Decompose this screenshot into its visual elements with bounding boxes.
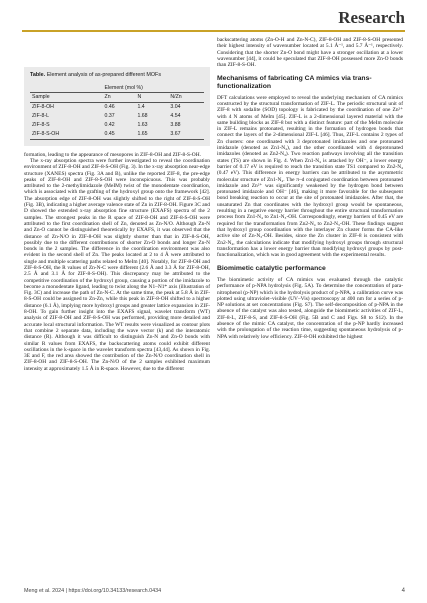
- table-caption: [30, 72, 204, 78]
- table-grid: [30, 83, 204, 139]
- table-cell: 1.4: [137, 104, 145, 111]
- table-cell: ZIF-8-L: [32, 113, 50, 120]
- table-cell: 0.45: [103, 130, 136, 139]
- table-group-spacer: [30, 83, 103, 92]
- table-cell: 1.65: [135, 130, 168, 139]
- table-col-zn: Zn: [103, 93, 136, 103]
- body-paragraph: backscattering atoms (Zn-O-H and Zn-N-C), ZIF-8-OH and ZIF-8-S-OH presented their highest intensity of wavenumber located at 5.1 Å⁻¹, and 5.7 Å⁻¹, respectively. Considering that the shorter Zn-O bond might have a stronger oscillation at a lower wavenumber [44], it could be speculated that ZIF-8-OH possessed more Zn-O bonds than ZIF-8-S-OH.: [217, 37, 403, 69]
- body-paragraph: The biomimetic activity of CA mimics was evaluated through the catalytic performance of p-NPA hydrolysis (Fig. 5A). To determine the concentration of para-nitrophenol (p-NP) which is the hydrolysis product of p-NPA, a calibration curve was plotted using ultraviolet–visible (UV–Vis) spectroscopy at 400 nm for a series of p-NP solutions at set concentrations (Fig. S7). The self-decomposition of p-NPA in the absence of the catalyst was also tested, alongside the biomimetic activities of ZIF-L, ZIF-8-L, ZIF-8-S, and ZIF-8-S-OH (Fig. 5B and C and Figs. S8 to S12). In the absence of the mimic CA catalyst, the concentration of the p-NP hardly increased with the prolongation of the reaction time, suggesting spontaneous hydrolysis of p-NPA with relatively low efficiency. ZIF-8-OH exhibited the highest: [217, 276, 403, 340]
- table-row: [30, 130, 204, 139]
- table-row: [30, 103, 204, 112]
- right-column: [217, 37, 403, 340]
- table-cell: 0.37: [104, 113, 115, 120]
- table-cell: 1.68: [137, 113, 148, 120]
- table-cell: 4.54: [170, 113, 181, 120]
- section-heading: Mechanisms of fabricating CA mimics via trans-functionalization: [217, 75, 372, 91]
- table-col-sample: Sample: [30, 93, 103, 103]
- table-cell: ZIF-8-OH: [32, 104, 54, 111]
- table-group-header-row: [30, 83, 204, 92]
- table-cell: ZIF-8-S-OH: [30, 130, 103, 139]
- journal-title: Research: [338, 8, 405, 27]
- body-paragraph: formation, leading to the appearance of mesopores in ZIF-8-OH and ZIF-8-S-OH.: [24, 151, 201, 158]
- table-row: [30, 112, 204, 121]
- table-cell: 3.04: [170, 104, 181, 111]
- table-row: [30, 121, 204, 130]
- body-paragraph: DFT calculations were employed to reveal the underlying mechanism of CA mimics constructed by the structural transformation of ZIF-L. The periodic structural unit of ZIF-8 with sodalite (SOD) topology is fabricated by the coordination of one Zn²⁺ with 4 N atoms of MeIm [45]. ZIF-L is a 2-dimensional layered material with the same building blocks as ZIF-8 but with a distinct feature: part of the MeIm molecule in ZIF-L remains protonated, resulting in the formation of hydrogen bonds that connect the layers of the 2-dimensional ZIF-L [46]. Thus, ZIF-L contains 2 types of Zn clusters: one coordinated with 3 deprotonated imidazoles and one protonated imidazole (denoted as Zn1-N₄), and the other coordinated with 4 deprotonated imidazoles (denoted as Zn2-N₄). Two reaction pathways involving all the transition states (TS) are shown in Fig. 4. When Zn1-N₄ is attacked by OH⁻, a lower energy barrier of 0.17 eV is required to reach the transition state TS1 compared to Zn2-N₄ (0.47 eV). This difference in energy barriers can be attributed to the asymmetric molecular structure of Zn1-N₄. The π–d conjugated coordination between protonated imidazole and Zn²⁺ was significantly weakened by the hydrogen bond between protonated imidazole and OH⁻ [46], making it more favorable for the subsequent bond breaking reaction to occur at the site of protonated imidazoles. After that, the unsaturated Zn that coordinates with the hydroxyl group would be spontaneous, resulting in a negative energy barrier throughout the entire structural transformation process from Zn1-N₄ to Zn1-N₃-OH. Correspondingly, energy barriers of 0.45 eV are required for the transformation from Zn2-N₄ to Zn2-N₃-OH. These findings suggest that hydroxyl group coordination with the interlayer Zn cluster forms the CA-like active site of Zn-N₃-OH. Besides, since the Zn cluster in ZIF-8 is consistent with Zn2-N₄, the calculations indicate that modifying hydroxyl groups through structural transformation has a lower energy barrier than modifying hydroxyl groups by post-functionalization, which was in good agreement with the experimental results.: [217, 94, 403, 259]
- footer-citation: Meng et al. 2024 | https://doi.org/10.34133/research.0434: [24, 588, 162, 594]
- page-header: [0, 0, 427, 30]
- table-cell: 0.42: [104, 122, 115, 129]
- table-col-n: N: [135, 93, 168, 103]
- table-caption-text: Element analysis of as-prepared different MOFs: [46, 72, 162, 78]
- table-cell: 3.67: [168, 130, 204, 139]
- section-heading: Biomimetic catalytic performance: [217, 265, 326, 273]
- table-cell: 1.63: [137, 122, 148, 129]
- table-cell: 0.46: [104, 104, 115, 111]
- table-col-n-zn: N/Zn: [168, 93, 204, 103]
- table-cell: 3.88: [170, 122, 181, 129]
- table-header-row: [30, 93, 204, 103]
- table-caption-label: Table.: [30, 72, 46, 78]
- table-cell: ZIF-8-S: [32, 122, 50, 129]
- body-paragraph: The x-ray absorption spectra were further investigated to reveal the coordination environment of ZIF-8-OH and ZIF-8-S-OH (Fig. 3). In the x-ray absorption near-edge structure (XANES) spectra (Fig. 3A and B), unlike the reported ZIF-8, the pre-edge peaks of ZIF-8-OH and ZIF-8-S-OH were inconspicuous. This was probably attributed to the 2-methylimidazole (MeIM) twist of the monodentate coordination, which is associated with the grafting of the hydroxyl group onto the framework [42]. The absorption edge of ZIF-8-OH was slightly shifted to the right of ZIF-8-S-OH (Fig. 3B), indicating a higher average valence state of Zn in ZIF-8-OH. Figure 3C and D showed the extended x-ray absorption fine structure (EXAFS) spectra of the 2 samples. The strongest peaks in the R space of ZIF-8-OH and ZIF-8-S-OH were attributed to the first coordination shell of Zn, denoted as Zn-N/O. Although Zn-N and Zn-O cannot be distinguished theoretically by EXAFS, it was observed that the distance of Zn-N/O in ZIF-8-OH was slightly shorter than that in ZIF-8-S-OH, possibly due to the different contributions of shorter Zn-O bonds and longer Zn-N bonds in the 2 samples. The difference in the coordination environment was also evident in the second shell of Zn. The peaks located at 2 to 4 Å were attributed to single and multiple scattering paths related to MeIm [40]. Notably, for ZIF-8-OH and ZIF-8-S-OH, the R values of Zn-N-C were different (2.6 Å and 3.3 Å for ZIF-8-OH, 2.5 Å and 3.1 Å for ZIF-8-S-OH). This discrepancy may be attributed to the competitive coordination of the hydroxyl group, causing a portion of the imidazole to become a monodentate ligand, leading to twist along the N1–N1* axis (illustration of Fig. 3C) and increase the path of Zn-N-C. At the same time, the peak at 5.8 Å in ZIF-8-S-OH could be assigned to Zn-Zn, while this peak in ZIF-8-OH shifted to a higher distance (6.1 Å), implying more hydroxyl groups and greater lattice expansion in ZIF-8-OH. To gain further insight into the EXAFS signal, wavelet transform (WT) analysis of ZIF-8-OH and ZIF-8-S-OH was performed, providing more detailed and accurate local structural information. The WT results were visualized as contour plots that combine 2 separate data, including the wave vector (k) and the interatomic distance (R). Although it was difficult to distinguish Zn-N and Zn-O bonds with similar R values from EXAFS, the backscattering atoms could exhibit different oscillations in the k-space in the wavelet transform spectra [43,44]. As shown in Fig. 3E and F, the red area showed the contribution of the Zn-N/O coordination shell in ZIF-8-OH and ZIF-8-S-OH. The Zn-N/O of the 2 samples exhibited maximum intensity at approximately 1.5 Å in R-space. However, due to the different: [24, 157, 210, 372]
- page-number: 4: [401, 588, 405, 594]
- header-rule: [22, 30, 405, 32]
- left-column: [24, 37, 210, 372]
- table-group-header: Element (mol %): [103, 83, 204, 92]
- element-analysis-table: [24, 67, 210, 146]
